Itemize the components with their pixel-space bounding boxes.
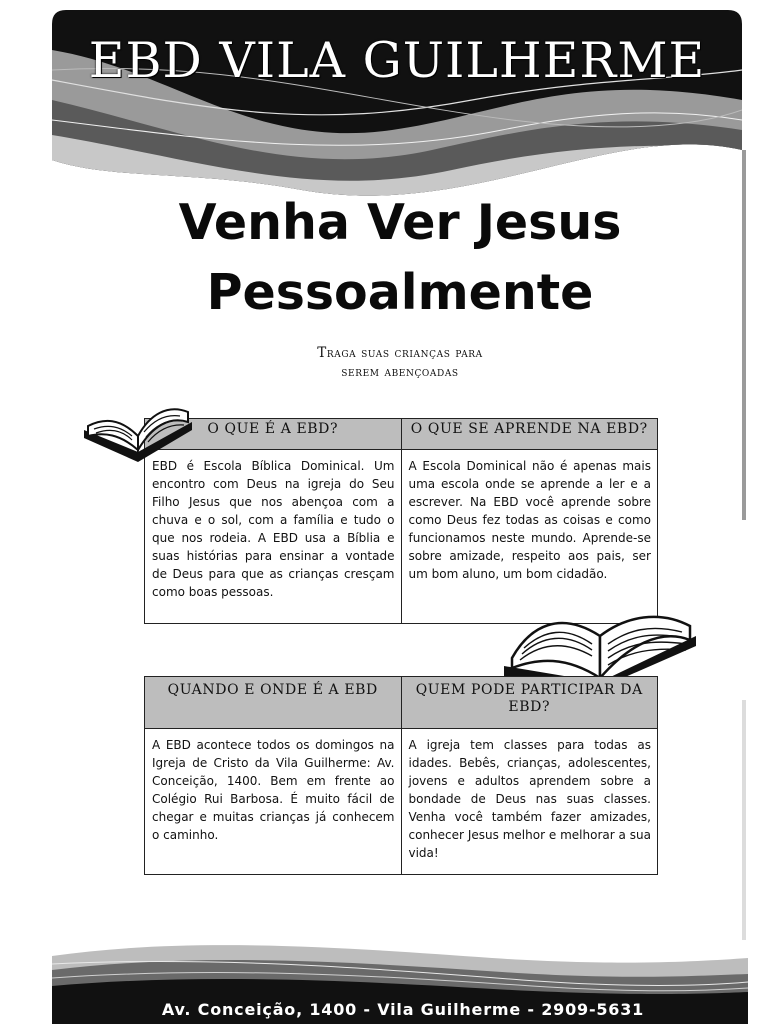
info-table-2 [144,676,658,875]
table-cell-who-participates: A igreja tem classes para todas as idades. Bebês, crianças, adolescentes, jovens e adultos aprendem sobre a bondade de Deus nas suas classes. Venha você também fazer amizades, conhecer Jesus melhor e melhorar a sua vida! [401,729,658,875]
table-header-when-where: QUANDO E ONDE É A EBD [145,677,402,729]
table-header-what-is: O QUE É A EBD? [145,419,402,450]
table-header-row [145,677,658,729]
headline-line-2: Pessoalmente [206,264,594,321]
subtitle-line-2: serem abençoadas [341,364,459,380]
footer-contact: Av. Conceição, 1400 - Vila Guilherme - 2909-5631 [161,1000,645,1019]
subtitle-line-1: Traga suas crianças para [317,345,483,361]
subtitle [250,344,550,382]
headline-line-1: Venha Ver Jesus [178,194,622,251]
info-table-1 [144,418,658,624]
open-book-icon [80,396,196,466]
table-header-row [145,419,658,450]
table-cell-what-is: EBD é Escola Bíblica Dominical. Um encontro com Deus na igreja do Seu Filho Jesus que nos abençoa com a chuva e o sol, com a família e tudo o que nos rodeia. A EBD usa a Bíblia e suas histórias para ensinar a vontade de Deus para que as crianças cresçam como boas pessoas. [145,450,402,624]
table-cell-what-learn: A Escola Dominical não é apenas mais uma escola onde se aprende a ler e a escrever. Na EBD você aprende sobre como Deus fez todas as coisas e como funcionamos neste mundo. Aprende-se sobre amizade, respeito aos pais, ser um bom aluno, um bom cidadão. [401,450,658,624]
table-header-what-learn: O QUE SE APRENDE NA EBD? [401,419,658,450]
table-cell-when-where: A EBD acontece todos os domingos na Igreja de Cristo da Vila Guilherme: Av. Conceição, 1400. Bem em frente ao Colégio Rui Barbosa. É muito fácil de chegar e muitas crianças já conhecem o caminho. [145,729,402,875]
open-book-icon [500,596,700,688]
table-header-who-participates: QUEM PODE PARTICIPAR DA EBD? [401,677,658,729]
table-row [145,729,658,875]
header-title: EBD VILA GUILHERME [88,32,706,89]
edge-strip [742,700,746,940]
headline [40,188,760,328]
